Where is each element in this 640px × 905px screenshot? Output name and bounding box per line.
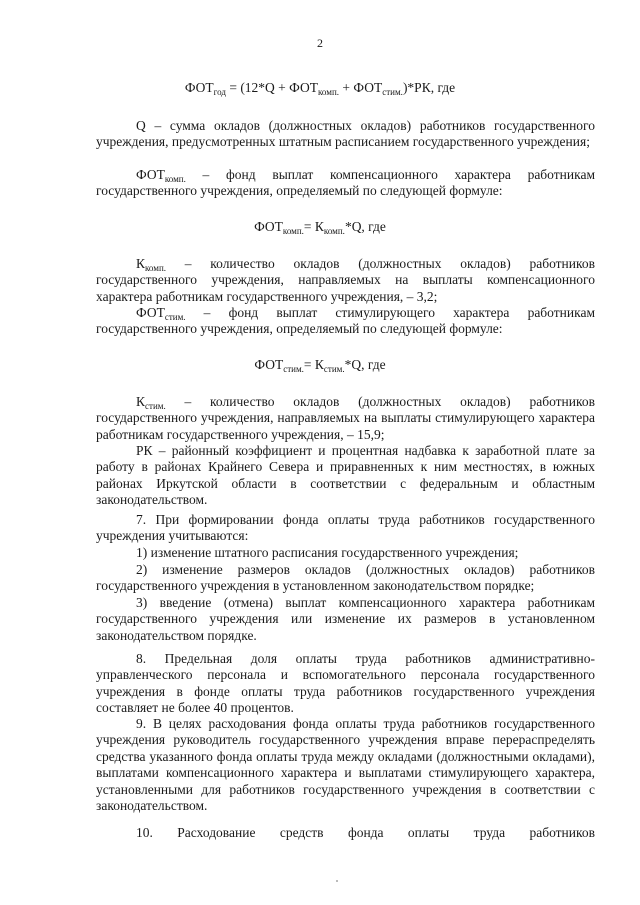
paragraph-7-item-2: 2) изменение размеров окладов (должностных окладов) работников государственного учреждения в установленном законодательством порядке; bbox=[96, 562, 595, 594]
formula-fot-komp: $ФОТ_{комп.}= К_{комп.}*Q$, где bbox=[254, 219, 386, 236]
paragraph-8: 8. Предельная доля оплаты труда работников административно-управленческого персонала и вспомогательного персонала государственного учреждения в фонде оплаты труда работников государственного учреждения составляет не более 40 процентов. bbox=[96, 651, 595, 716]
paragraph-k-komp-definition: $К_{комп.}$ – количество окладов (должностных окладов) работников государственного учреждения, направляемых на выплаты компенсационного характера работникам государственного учреждения, – 3,2; bbox=[96, 256, 595, 304]
paragraph-fot-stim-definition: $ФОТ_{стим.}$ – фонд выплат стимулирующего характера работникам государственного учреждения, определяемый по следующей формуле: bbox=[96, 305, 595, 337]
page-number: 2 bbox=[317, 36, 323, 50]
formula-fot-stim: $ФОТ_{стим.}= К_{стим.}*Q$, где bbox=[254, 357, 386, 374]
paragraph-rk-definition: РК – районный коэффициент и процентная надбавка к заработной плате за работу в районах Крайнего Севера и приравненных к ним местностях, в южных районах Иркутской области в соответствии с федеральным и областным законодательством. bbox=[96, 443, 595, 508]
paragraph-9: 9. В целях расходования фонда оплаты труда работников государственного учреждения руководитель государственного учреждения вправе перераспределять средства указанного фонда оплаты труда между окладами (должностными окладами), выплатами компенсационного характера и выплатами стимулирующего характера, установленными для работников государственного учреждения в соответствии с законодательством. bbox=[96, 716, 595, 814]
scan-speck bbox=[336, 880, 338, 882]
formula-fot-year: $ФОТ_{год} = (12*Q + ФОТ_{комп.} + ФОТ_{стим.})*РК$, где bbox=[184, 80, 456, 97]
paragraph-7-item-1: 1) изменение штатного расписания государственного учреждения; bbox=[136, 545, 519, 560]
paragraph-k-stim-definition: $К_{стим.}$ – количество окладов (должностных окладов) работников государственного учреждения, направляемых на выплаты стимулирующего характера работникам государственного учреждения, – 15,9; bbox=[96, 394, 595, 442]
paragraph-q-definition: Q – сумма окладов (должностных окладов) работников государственного учреждения, предусмотренных штатным расписанием государственного учреждения; bbox=[96, 118, 595, 150]
paragraph-10: 10. Расходование средств фонда оплаты труда работников bbox=[136, 825, 595, 840]
paragraph-7: 7. При формировании фонда оплаты труда работников государственного учреждения учитываются: bbox=[96, 512, 595, 544]
paragraph-7-item-3: 3) введение (отмена) выплат компенсационного характера работникам государственного учреждения или изменение их размеров в установленном законодательством порядке. bbox=[96, 595, 595, 643]
paragraph-fot-komp-definition: $ФОТ_{комп.}$ – фонд выплат компенсационного характера работникам государственного учреждения, определяемый по следующей формуле: bbox=[96, 167, 595, 199]
